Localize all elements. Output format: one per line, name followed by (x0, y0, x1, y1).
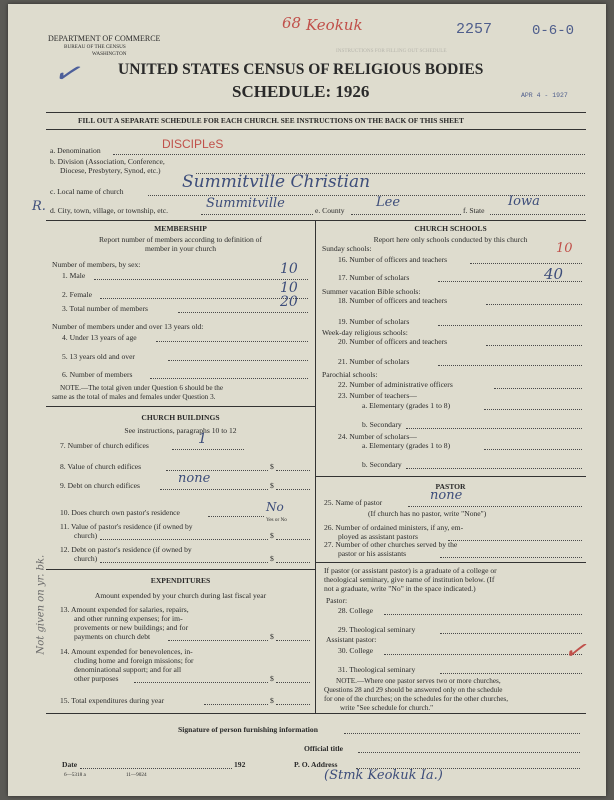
denomination-label: a. Denomination (50, 146, 101, 155)
q13-label-4: payments on church debt (74, 632, 151, 641)
q26-label-2: ployed as assistant pastors (338, 532, 418, 541)
date-year-label: 192 (234, 760, 246, 769)
form-code-2: 11—9024 (126, 772, 147, 778)
check-mark-icon: ✓ (50, 53, 83, 94)
date-stamp: APR 4 - 1927 (521, 92, 568, 99)
schools-title: CHURCH SCHOOLS (414, 224, 487, 233)
assistant-pastor-label: Assistant pastor: (326, 635, 377, 644)
q12-dollar: $ (270, 554, 274, 563)
q20-label: 20. Number of officers and teachers (338, 337, 448, 346)
membership-subtitle: Report number of members according to definition of (98, 235, 262, 244)
corner-code: 0-6-0 (532, 23, 575, 39)
q25-note: (If church has no pastor, write "None") (368, 509, 487, 518)
q14-label-3: denominational support; and for all (74, 665, 182, 674)
q24b-label: b. Secondary (362, 460, 402, 469)
q7-value[interactable]: 1 (198, 431, 207, 447)
pastor-title: PASTOR (435, 482, 466, 491)
q1-label: 1. Male (62, 271, 86, 280)
pastor-note-2: Questions 28 and 29 should be answered only on the schedule (324, 686, 503, 694)
q13-label-3: provements or new buildings; and for (74, 623, 189, 632)
q11-label-2: church) (74, 531, 98, 540)
q9-value[interactable]: none (178, 471, 211, 486)
rural-mark: R. (32, 199, 46, 214)
membership-subtitle-2: member in your church (144, 244, 217, 253)
q29-label: 29. Theological seminary (338, 625, 416, 634)
pastor-section-label: Pastor: (326, 596, 348, 605)
q23-label: 23. Number of teachers— (338, 391, 417, 400)
q6-label: 6. Number of members (62, 370, 133, 379)
yes-no-hint: Yes or No (266, 517, 287, 523)
graduate-note-2: theological seminary, give name of institution below. (If (324, 575, 495, 584)
q10-label: 10. Does church own pastor's residence (60, 508, 180, 517)
instruction-banner: FILL OUT A SEPARATE SCHEDULE FOR EACH CHURCH. SEE INSTRUCTIONS ON THE BACK OF THIS SHEET (78, 116, 464, 125)
city-value[interactable]: Summitville (206, 196, 285, 211)
under-over-label: Number of members under and over 13 years old: (52, 322, 204, 331)
expenditures-title: EXPENDITURES (150, 576, 211, 585)
signature-label: Signature of person furnishing information (178, 725, 318, 734)
q13-label: 13. Amount expended for salaries, repairs, (60, 605, 189, 614)
q1-value[interactable]: 10 (280, 261, 298, 277)
q23a-label: a. Elementary (grades 1 to 8) (362, 401, 451, 410)
division-label: b. Division (Association, Conference, (50, 157, 165, 166)
buildings-title: CHURCH BUILDINGS (141, 413, 220, 422)
county-label: e. County (315, 206, 345, 215)
membership-note: NOTE.—The total given under Question 6 should be the (60, 384, 224, 392)
pastor-note-4: write "See schedule for church." (340, 704, 434, 712)
q17-label: 17. Number of scholars (338, 273, 410, 282)
state-value[interactable]: Iowa (508, 194, 540, 209)
q27-label: 27. Number of other churches served by the (324, 540, 458, 549)
schools-subtitle: Report here only schools conducted by this church (373, 235, 528, 244)
q16-label: 16. Number of officers and teachers (338, 255, 448, 264)
q27-label-2: pastor or his assistants (338, 549, 407, 558)
department-name: DEPARTMENT OF COMMERCE (48, 34, 161, 43)
buildings-subtitle: See instructions, paragraphs 10 to 12 (124, 426, 237, 435)
sunday-schools-label: Sunday schools: (322, 244, 372, 253)
census-schedule-form (8, 4, 606, 796)
q9-label: 9. Debt on church edifices (60, 481, 140, 490)
q3-value[interactable]: 20 (280, 294, 298, 310)
city-label: d. City, town, village, or township, etc. (50, 206, 169, 215)
red-check-mark-icon: ✓ (562, 634, 588, 668)
q24-label: 24. Number of scholars— (338, 432, 417, 441)
pastor-note-3: for one of the churches; on the schedules for the other churches, (324, 695, 509, 703)
q2-label: 2. Female (62, 290, 92, 299)
q15-label: 15. Total expenditures during year (60, 696, 165, 705)
margin-pencil-note: Not given on yr. bk. (35, 554, 47, 655)
parochial-schools-label: Parochial schools: (322, 370, 378, 379)
q19-label: 19. Number of scholars (338, 317, 410, 326)
membership-title: MEMBERSHIP (154, 224, 207, 233)
faded-bleed-text: INSTRUCTIONS FOR FILLING OUT SCHEDULE (336, 48, 447, 54)
red-annotation-number: 68 (282, 14, 302, 32)
q8-dollar: $ (270, 462, 274, 471)
q26-label: 26. Number of ordained ministers, if any, em- (324, 523, 464, 532)
bureau-city: WASHINGTON (92, 51, 127, 57)
q25-label: 25. Name of pastor (324, 498, 383, 507)
date-label: Date (62, 760, 78, 769)
state-label: f. State (463, 206, 485, 215)
pastor-note: NOTE.—Where one pastor serves two or more churches, (336, 677, 501, 685)
graduate-note: If pastor (or assistant pastor) is a graduate of a college or (324, 566, 497, 575)
po-address-label: P. O. Address (294, 760, 338, 769)
q14-label-4: other purposes (74, 674, 119, 683)
local-name-label: c. Local name of church (50, 187, 124, 196)
q2-value[interactable]: 10 (280, 280, 298, 296)
official-title-label: Official title (304, 744, 344, 753)
bottom-handwritten-note: (Stmk Keokuk Ia.) (324, 768, 443, 783)
q17-value[interactable]: 40 (544, 265, 564, 283)
q24a-label: a. Elementary (grades 1 to 8) (362, 441, 451, 450)
q23b-label: b. Secondary (362, 420, 402, 429)
q12-label: 12. Debt on pastor's residence (if owned by (60, 545, 192, 554)
q11-label: 11. Value of pastor's residence (if owned by (60, 522, 193, 531)
local-name-value[interactable]: Summitville Christian (182, 172, 371, 192)
bureau-name: BUREAU OF THE CENSUS (64, 44, 126, 50)
form-title: UNITED STATES CENSUS OF RELIGIOUS BODIES (118, 61, 484, 78)
q10-value[interactable]: No (266, 500, 284, 514)
q11-dollar: $ (270, 531, 274, 540)
q25-value[interactable]: none (430, 488, 463, 503)
q28-label: 28. College (338, 606, 374, 615)
q22-label: 22. Number of administrative officers (338, 380, 453, 389)
q14-label-2: cluding home and foreign missions; for (74, 656, 194, 665)
schedule-year: SCHEDULE: 1926 (232, 82, 370, 101)
q30-label: 30. College (338, 646, 374, 655)
division-label-2: Diocese, Presbytery, Synod, etc.) (60, 166, 161, 175)
q12-label-2: church) (74, 554, 98, 563)
q31-label: 31. Theological seminary (338, 665, 416, 674)
q14-label: 14. Amount expended for benevolences, in- (60, 647, 193, 656)
q5-label: 5. 13 years old and over (62, 352, 135, 361)
graduate-note-3: not a graduate, write "No" in the space indicated.) (324, 584, 476, 593)
stamp-number: 2257 (456, 21, 493, 38)
q3-label: 3. Total number of members (62, 304, 149, 313)
county-value[interactable]: Lee (376, 195, 401, 210)
q14-dollar: $ (270, 674, 274, 683)
q8-label: 8. Value of church edifices (60, 462, 142, 471)
form-code-1: 6—5318 a (64, 772, 86, 778)
q7-label: 7. Number of church edifices (60, 441, 149, 450)
expenditures-subtitle: Amount expended by your church during last fiscal year (94, 591, 267, 600)
denomination-value[interactable]: DISCIPLeS (162, 137, 224, 151)
q21-label: 21. Number of scholars (338, 357, 410, 366)
q15-dollar: $ (270, 696, 274, 705)
q9-dollar: $ (270, 481, 274, 490)
q16-value[interactable]: 10 (556, 241, 573, 256)
q13-dollar: $ (270, 632, 274, 641)
summer-schools-label: Summer vacation Bible schools: (322, 287, 421, 296)
q18-label: 18. Number of officers and teachers (338, 296, 448, 305)
weekday-schools-label: Week-day religious schools: (322, 328, 408, 337)
by-sex-label: Number of members, by sex: (52, 260, 141, 269)
q13-label-2: and other running expenses; for im- (74, 614, 183, 623)
red-annotation-city: Keokuk (306, 16, 363, 34)
q4-label: 4. Under 13 years of age (62, 333, 137, 342)
membership-note-2: same as the total of males and females under Question 3. (52, 393, 216, 401)
